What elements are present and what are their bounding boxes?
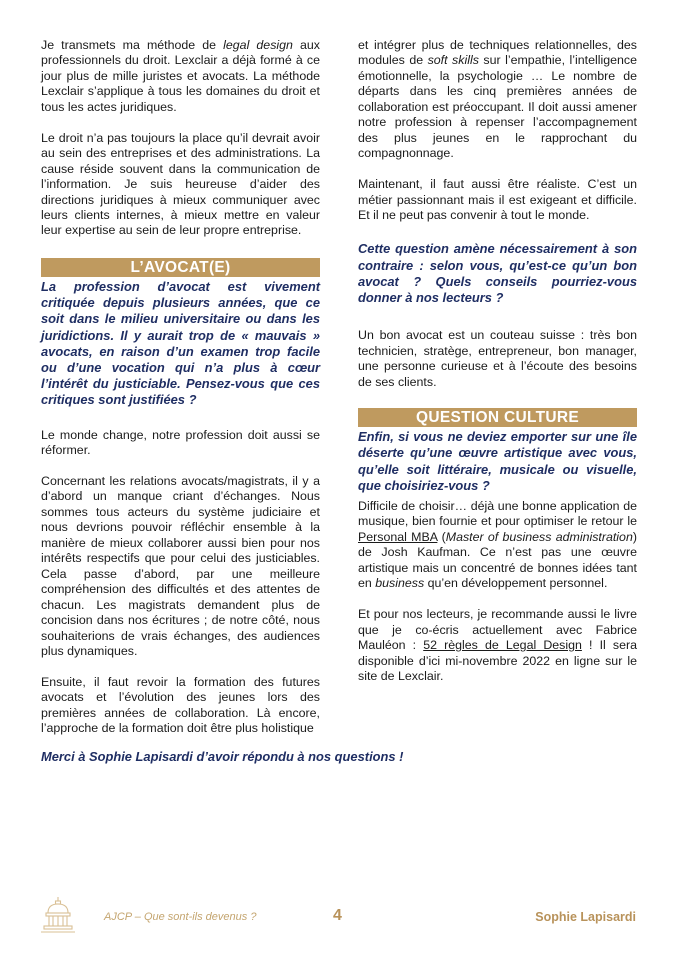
courthouse-dome-icon	[40, 896, 76, 934]
intro-paragraph-2: Le droit n’a pas toujours la place qu’il devrait avoir au sein des entreprises et des administrations. La cause réside souvent dans la communication de l’information. Je suis heureuse d’aider des directions juridiques à mieux communiquer avec leurs clients internes, à mieux mettre en valeur leur expertise au sein de leur propre entreprise.	[41, 130, 320, 238]
question-good-lawyer: Cette question amène nécessairement à son contraire : selon vous, qu’est-ce qu’un bon avocat ? Quels conseils pourriez-vous donner à nos lecteurs ?	[358, 241, 637, 306]
answer-book-recommendation: Et pour nos lecteurs, je recommande aussi le livre que je co-écris actuellement avec Fabrice Mauléon : 52 règles de Legal Design ! Il sera disponible d’ici mi-novembre 2022 en ligne sur le site de Lexclair.	[358, 607, 638, 683]
footer-author: Sophie Lapisardi	[535, 910, 636, 924]
continued-paragraph: et intégrer plus de techniques relationnelles, des modules de soft skills sur l’empathie, l’intelligence émotionnelle, la psychologie … Le nombre de départs dans les cinq premières années de collaboration est préoccupant. Il doit aussi amener notre profession à repenser l’accompagnement des plus jeunes en le rapprochant du compagnonnage.	[358, 38, 637, 161]
page-number: 4	[333, 907, 342, 924]
underlined-title: 52 règles de Legal Design	[423, 638, 582, 653]
section-banner-avocat: L’AVOCAT(E)	[41, 258, 320, 277]
italic-term: legal design	[223, 38, 293, 52]
answer-paragraph-2: Concernant les relations avocats/magistrats, il y a d’abord un manque criant d’échanges. Nous sommes tous acteurs du système judiciaire et nous devrions pouvoir réfléchir ensemble à la manière de mieux collaborer aussi bien pour nos intérêts respectifs que pour celui des justiciables. Cela passe d’abord, par une meilleure compréhension des difficultés et des attentes de chacun. Les magistrats demandent plus de concision dans nos écritures ; de notre côté, nous souhaiterions de vrais échanges, des audiences plus dynamiques.	[41, 473, 320, 658]
question-critics: La profession d’avocat est vivement critiquée depuis plusieurs années, que ce soit dans le milieu universitaire ou dans les juridictions. Il y aurait trop de « mauvais » avocats, en raison d’un examen trop facile ou d’une vocation qui n’a plus à cœur l’intérêt du justiciable. Pensez-vous que ces critiques sont justifiées ?	[41, 278, 320, 408]
italic-term: soft skills	[427, 53, 479, 68]
italic-term: business	[375, 576, 425, 591]
right-column	[358, 38, 637, 684]
underlined-title: Personal MBA	[358, 529, 438, 544]
answer-good-lawyer: Un bon avocat est un couteau suisse : très bon technicien, stratège, entrepreneur, bon manager, une personne curieuse et à l’écoute des besoins de ses clients.	[358, 328, 637, 389]
left-column	[41, 38, 320, 737]
answer-paragraph-3: Ensuite, il faut revoir la formation des futures avocats et l’évolution des jeunes lors des premières années de collaboration. Là encore, l’approche de la formation doit être plus holistique	[41, 674, 320, 736]
section-banner-culture: QUESTION CULTURE	[358, 408, 637, 427]
footer-journal-title: AJCP – Que sont-ils devenus ?	[104, 911, 257, 923]
answer-desert-island: Difficile de choisir… déjà une bonne application de musique, bien fournie et pour optimiser le retour le Personal MBA (Master of business administration) de Josh Kaufman. Ce n’est pas une œuvre artistique mais un concentré de bonnes idées tant en business qu’en développement personnel.	[358, 498, 637, 591]
answer-paragraph-1: Le monde change, notre profession doit aussi se réformer.	[41, 427, 320, 458]
closing-thanks: Merci à Sophie Lapisardi d’avoir répondu à nos questions !	[41, 749, 404, 764]
question-desert-island: Enfin, si vous ne deviez emporter sur une île déserte qu’une œuvre artistique avec vous, qu’elle soit littéraire, musicale ou visuelle, que choisiriez-vous ?	[358, 429, 637, 493]
realism-paragraph: Maintenant, il faut aussi être réaliste. C’est un métier passionnant mais il est exigeant et difficile. Et il ne peut pas convenir à tout le monde.	[358, 177, 637, 223]
italic-term: Master of business administration	[445, 529, 633, 544]
intro-paragraph-1: Je transmets ma méthode de legal design aux professionnels du droit. Lexclair a déjà formé à ce jour plus de mille juristes et avocats. La méthode Lexclair s’applique à tous les domaines du droit et tous les actes juridiques.	[41, 38, 320, 114]
